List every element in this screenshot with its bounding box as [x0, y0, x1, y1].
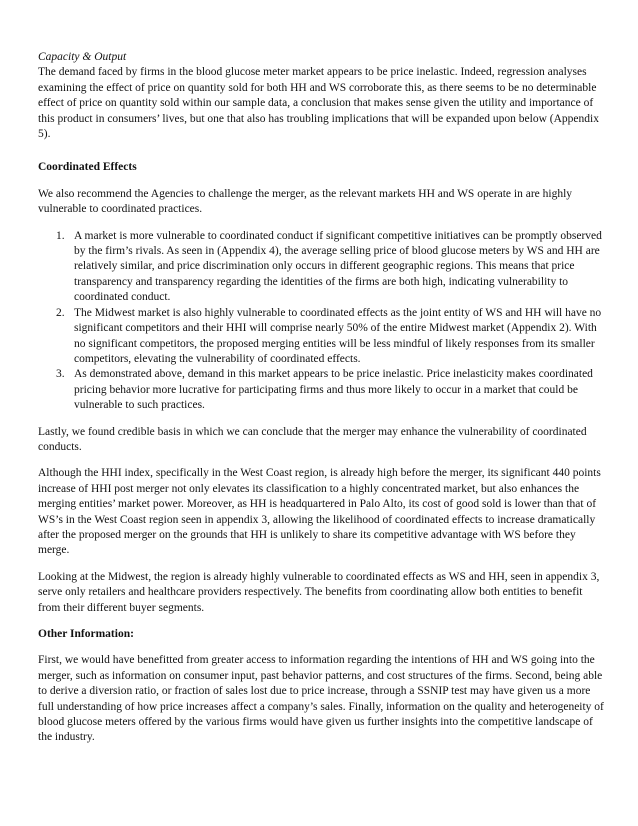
midwest-paragraph: Looking at the Midwest, the region is already highly vulnerable to coordinated effects as WS and HH, seen in appendix 3, serve only retailers and healthcare providers respectively. The benefits from coordinating allow both entities to benefit from their different buyer segments. — [38, 570, 600, 614]
capacity-subtitle: Capacity & Output — [38, 51, 127, 63]
coordinated-effects-heading: Coordinated Effects — [38, 161, 137, 174]
document-page — [38, 50, 604, 746]
list-item-text: The Midwest market is also highly vulnerable to coordinated effects as the joint entity of WS and HH will have no significant competitors and their HHI will comprise nearly 50% of the entire Midwest market (Appendix 2). With no significant competitors, the proposed merging entities will be less mindful of likely responses from its smaller competitors, elevating the vulnerability of coordinated effects. — [74, 306, 602, 365]
lastly-paragraph: Lastly, we found credible basis in which we can conclude that the merger may enhance the vulnerability of coordinated conducts. — [38, 425, 587, 453]
list-item-number: 1. — [56, 229, 65, 242]
coordinated-list — [38, 229, 604, 414]
other-information-heading: Other Information: — [38, 628, 134, 640]
list-item — [38, 229, 604, 306]
list-item-number: 2. — [56, 306, 65, 319]
list-item-text: A market is more vulnerable to coordinated conduct if significant competitive initiatives can be promptly observed by the firm’s rivals. As seen in (Appendix 4), the average selling price of blood glucose meters by WS and HH are relatively similar, and price discrimination only occurs in different geographic regions. This means that price transparency and transparency regarding the identities of the firms are both high, indicating vulnerability to coordinated conduct. — [74, 229, 602, 304]
list-item — [38, 367, 604, 413]
list-item-text: As demonstrated above, demand in this market appears to be price inelastic. Price inelasticity makes coordinated pricing behavior more lucrative for participating firms and thus more likely to occur in a market that could be vulnerable to such practices. — [74, 368, 593, 412]
coordinated-intro-paragraph: We also recommend the Agencies to challenge the merger, as the relevant markets HH and WS operate in are highly vulnerable to coordinated practices. — [38, 187, 573, 216]
hhi-paragraph: Although the HHI index, specifically in the West Coast region, is already high before the merger, its significant 440 points increase of HHI post merger not only elevates its classification to a highly concentrated market, but also enhances the merging entities’ market power. Moreover, as HH is headquartered in Palo Alto, its cost of good sold is lower than that of WS’s in the West Coast region seen in appendix 3, allowing the likelihood of coordinated effects to increase dramatically after the proposed merger on the grounds that HH is unlikely to share its competitive advantage with WS before they merge. — [38, 467, 601, 557]
list-item — [38, 306, 604, 368]
capacity-paragraph: The demand faced by firms in the blood glucose meter market appears to be price inelastic. Indeed, regression analyses examining the effect of price on quantity sold for both HH and WS corroborate this, as there seems to be no determinable effect of price on quantity sold within our sample data, a conclusion that makes sense given the utility and importance of this product in consumers’ lives, but one that also has troubling implications that will be expanded upon below (Appendix 5). — [38, 66, 599, 141]
list-item-number: 3. — [56, 368, 65, 381]
other-information-paragraph: First, we would have benefitted from greater access to information regarding the intentions of HH and WS going into the merger, such as information on consumer input, past behavior patterns, and cost structures of the firms. Second, being able to derive a diversion ratio, or fraction of sales lost due to price increase, through a SSNIP test may have given us a more full understanding of how price increases affect a company’s sales. Finally, information on the quality and heterogeneity of blood glucose meters offered by the various firms would have given us further insights into the competitive landscape of the industry. — [38, 654, 604, 744]
